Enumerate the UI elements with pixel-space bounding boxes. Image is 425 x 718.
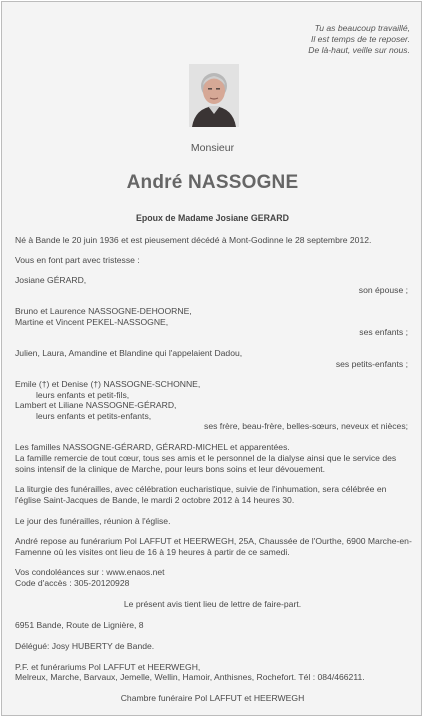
address-text: 6951 Bande, Route de Lignière, 8: [15, 620, 144, 630]
children-line: Martine et Vincent PEKEL-NASSOGNE,: [15, 317, 169, 327]
children-role: ses enfants ;: [359, 327, 408, 337]
liturgy-text: La liturgie des funérailles, avec célébration eucharistique, suivie de l'inhumation, sera célébrée en l'église Saint-Jacques de Bande, le mardi 2 octobre 2012 à 14 heures 30.: [15, 484, 387, 505]
grandchildren-line: Julien, Laura, Amandine et Blandine qui l'appelaient Dadou,: [15, 348, 243, 358]
families-line: Les familles NASSOGNE-GÉRARD, GÉRARD-MICHEL et apparentées.: [15, 442, 290, 452]
meeting-text: Le jour des funérailles, réunion à l'église.: [15, 516, 171, 526]
quote-line: De là-haut, veille sur nous.: [308, 45, 410, 55]
obituary-card: [1, 1, 422, 716]
portrait-image: [189, 64, 239, 127]
spouse-line: Epoux de Madame Josiane GERARD: [135, 213, 289, 223]
footer-text: Chambre funéraire Pol LAFFUT et HEERWEGH: [120, 693, 305, 703]
children-line: Bruno et Laurence NASSOGNE-DEHOORNE,: [15, 306, 192, 316]
sibling-line: Emile (†) et Denise (†) NASSOGNE-SCHONNE,: [15, 379, 201, 389]
condolences-website: Vos condoléances sur : www.enaos.net: [15, 567, 165, 577]
intro-text: Vous en font part avec tristesse :: [15, 255, 140, 265]
quote-line: Il est temps de te reposer.: [310, 34, 410, 44]
sibling-sub-line: leurs enfants et petit-fils,: [36, 390, 130, 400]
sibling-line: Lambert et Liliane NASSOGNE-GÉRARD,: [15, 400, 177, 410]
grandchildren-role: ses petits-enfants ;: [335, 359, 408, 369]
funeral-director-line: P.F. et funérariums Pol LAFFUT et HEERWEGH,: [15, 662, 201, 672]
honorific: Monsieur: [190, 142, 235, 154]
spouse-role: son épouse ;: [358, 285, 408, 295]
delegate-text: Délégué: Josy HUBERTY de Bande.: [15, 641, 155, 651]
thanks-text: La famille remercie de tout cœur, tous ses amis et le personnel de la dialyse ainsi que le service des soins intensif de la clinique de Marche, pour leurs bons soins et leur dévouement.: [15, 453, 397, 474]
birth-death-text: Né à Bande le 20 juin 1936 et est pieusement décédé à Mont-Godinne le 28 septembre 2012.: [15, 235, 372, 245]
deceased-name: [2, 172, 423, 194]
notice-text: Le présent avis tient lieu de lettre de faire-part.: [123, 599, 302, 609]
first-name: André: [126, 172, 183, 193]
spouse-name: Josiane GÉRARD,: [15, 275, 87, 285]
funeral-home-text: André repose au funérarium Pol LAFFUT et HEERWEGH, 25A, Chaussée de l'Ourthe, 6900 Marche-en-Famenne où les visites ont lieu de 16 à 19 heures à partir de ce samedi.: [15, 536, 412, 557]
portrait-photo: [189, 64, 239, 127]
memorial-quote: [308, 23, 410, 56]
condolences-code: Code d'accès : 305-20120928: [15, 578, 130, 588]
funeral-director-locations: Melreux, Marche, Barvaux, Jemelle, Wellin, Hamoir, Anthisnes, Rochefort. Tél : 084/466211.: [15, 672, 365, 682]
quote-line: Tu as beaucoup travaillé,: [314, 23, 410, 33]
siblings-role: ses frère, beau-frère, belles-sœurs, neveux et nièces;: [204, 421, 408, 431]
sibling-sub-line: leurs enfants et petits-enfants,: [36, 411, 152, 421]
last-name: NASSOGNE: [188, 172, 299, 193]
